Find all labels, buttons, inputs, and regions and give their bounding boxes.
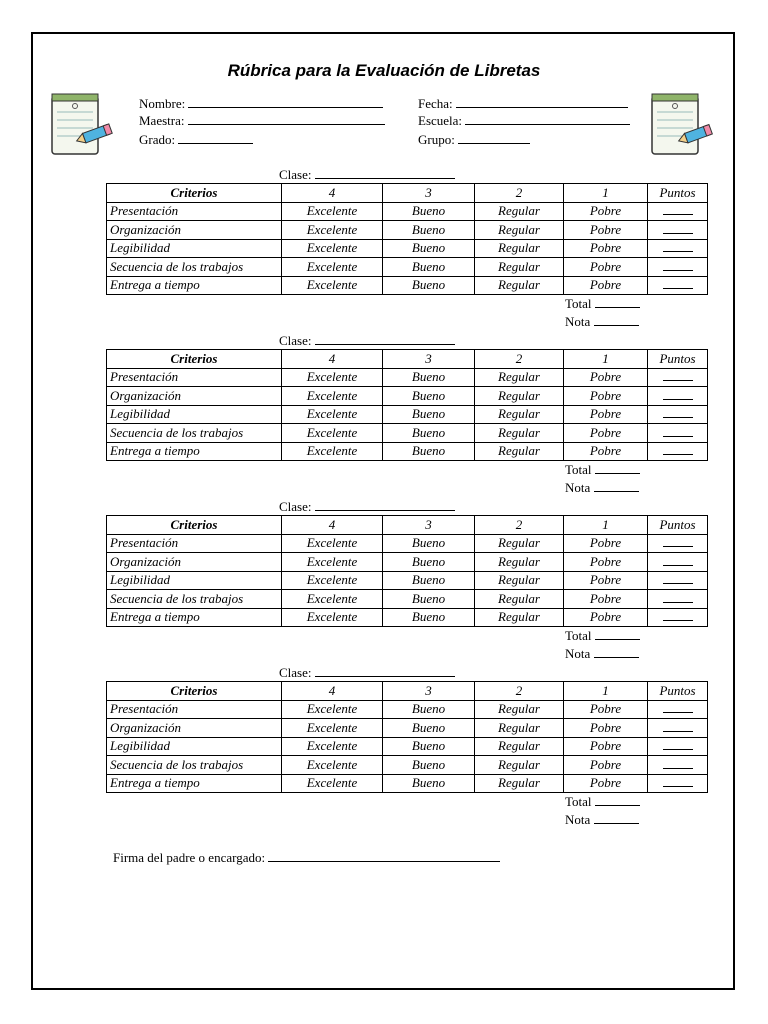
level-cell: Bueno	[383, 700, 475, 719]
level-cell: Regular	[475, 534, 564, 553]
total-field	[565, 627, 640, 645]
level-cell: Pobre	[564, 774, 648, 793]
column-header: 2	[475, 350, 564, 369]
level-cell: Regular	[475, 405, 564, 424]
level-cell: Excelente	[282, 202, 383, 221]
level-cell: Excelente	[282, 368, 383, 387]
clase-label: Clase:	[279, 499, 312, 514]
level-cell: Excelente	[282, 424, 383, 443]
criterion-cell: Legibilidad	[107, 737, 282, 756]
level-cell: Pobre	[564, 258, 648, 277]
column-header: 2	[475, 184, 564, 203]
level-cell: Bueno	[383, 368, 475, 387]
puntos-blank	[648, 387, 708, 406]
level-cell: Regular	[475, 424, 564, 443]
level-cell: Pobre	[564, 553, 648, 572]
level-cell: Excelente	[282, 553, 383, 572]
column-header: Puntos	[648, 682, 708, 701]
column-header: 4	[282, 682, 383, 701]
table-row	[107, 737, 708, 756]
level-cell: Excelente	[282, 442, 383, 461]
criterion-cell: Secuencia de los trabajos	[107, 258, 282, 277]
level-cell: Pobre	[564, 590, 648, 609]
level-cell: Pobre	[564, 700, 648, 719]
level-cell: Regular	[475, 719, 564, 738]
table-row	[107, 700, 708, 719]
nota-label: Nota	[565, 480, 591, 495]
table-row	[107, 571, 708, 590]
puntos-blank	[648, 442, 708, 461]
grupo-field: Grupo:	[418, 131, 530, 148]
level-cell: Bueno	[383, 387, 475, 406]
level-cell: Regular	[475, 276, 564, 295]
table-header-row	[107, 350, 708, 369]
table-row	[107, 719, 708, 738]
level-cell: Excelente	[282, 221, 383, 240]
puntos-blank	[648, 719, 708, 738]
table-row	[107, 608, 708, 627]
level-cell: Pobre	[564, 387, 648, 406]
nota-label: Nota	[565, 646, 591, 661]
level-cell: Regular	[475, 571, 564, 590]
column-header: 1	[564, 682, 648, 701]
fecha-field: Fecha:	[418, 95, 628, 112]
level-cell: Pobre	[564, 405, 648, 424]
criterion-cell: Organización	[107, 719, 282, 738]
table-header-row	[107, 184, 708, 203]
table-row	[107, 258, 708, 277]
grado-field: Grado:	[139, 131, 253, 148]
clase-field	[279, 498, 455, 515]
puntos-blank	[648, 553, 708, 572]
column-header: 1	[564, 184, 648, 203]
level-cell: Bueno	[383, 719, 475, 738]
level-cell: Excelente	[282, 700, 383, 719]
puntos-blank	[648, 756, 708, 775]
criterion-cell: Entrega a tiempo	[107, 608, 282, 627]
column-header: 3	[383, 682, 475, 701]
level-cell: Excelente	[282, 387, 383, 406]
total-label: Total	[565, 628, 592, 643]
clase-label: Clase:	[279, 167, 312, 182]
level-cell: Bueno	[383, 534, 475, 553]
puntos-blank	[648, 258, 708, 277]
puntos-blank	[648, 221, 708, 240]
level-cell: Excelente	[282, 239, 383, 258]
level-cell: Bueno	[383, 590, 475, 609]
level-cell: Bueno	[383, 442, 475, 461]
puntos-blank	[648, 774, 708, 793]
table-row	[107, 202, 708, 221]
level-cell: Pobre	[564, 534, 648, 553]
level-cell: Regular	[475, 608, 564, 627]
clase-field	[279, 664, 455, 681]
puntos-blank	[648, 571, 708, 590]
level-cell: Excelente	[282, 258, 383, 277]
level-cell: Bueno	[383, 756, 475, 775]
total-nota-block	[565, 461, 640, 497]
puntos-blank	[648, 424, 708, 443]
criterion-cell: Presentación	[107, 202, 282, 221]
rubric-table	[106, 515, 708, 627]
puntos-blank	[648, 405, 708, 424]
table-row	[107, 756, 708, 775]
column-header: Puntos	[648, 184, 708, 203]
level-cell: Excelente	[282, 737, 383, 756]
level-cell: Regular	[475, 590, 564, 609]
total-nota-block	[565, 295, 640, 331]
total-nota-block	[565, 793, 640, 829]
nota-field	[565, 811, 640, 829]
criterion-cell: Presentación	[107, 700, 282, 719]
level-cell: Pobre	[564, 719, 648, 738]
column-header: Puntos	[648, 350, 708, 369]
clase-field	[279, 332, 455, 349]
escuela-field: Escuela:	[418, 112, 630, 129]
level-cell: Regular	[475, 202, 564, 221]
level-cell: Excelente	[282, 756, 383, 775]
total-label: Total	[565, 794, 592, 809]
column-header: 4	[282, 516, 383, 535]
table-row	[107, 368, 708, 387]
puntos-blank	[648, 239, 708, 258]
total-label: Total	[565, 462, 592, 477]
level-cell: Pobre	[564, 442, 648, 461]
puntos-blank	[648, 368, 708, 387]
clase-label: Clase:	[279, 665, 312, 680]
criterion-cell: Presentación	[107, 534, 282, 553]
clase-field	[279, 166, 455, 183]
table-header-row	[107, 516, 708, 535]
table-row	[107, 590, 708, 609]
criterion-cell: Presentación	[107, 368, 282, 387]
column-header: 1	[564, 516, 648, 535]
level-cell: Regular	[475, 258, 564, 277]
rubric-table	[106, 681, 708, 793]
level-cell: Excelente	[282, 719, 383, 738]
level-cell: Regular	[475, 368, 564, 387]
column-header: Puntos	[648, 516, 708, 535]
level-cell: Pobre	[564, 202, 648, 221]
column-header: 4	[282, 184, 383, 203]
level-cell: Bueno	[383, 258, 475, 277]
column-header: Criterios	[107, 184, 282, 203]
criterion-cell: Entrega a tiempo	[107, 774, 282, 793]
level-cell: Regular	[475, 737, 564, 756]
column-header: 3	[383, 516, 475, 535]
nota-field	[565, 313, 640, 331]
table-row	[107, 534, 708, 553]
level-cell: Regular	[475, 756, 564, 775]
column-header: Criterios	[107, 350, 282, 369]
table-row	[107, 221, 708, 240]
notepad-pencil-icon	[650, 90, 720, 160]
level-cell: Regular	[475, 700, 564, 719]
column-header: 2	[475, 516, 564, 535]
level-cell: Pobre	[564, 608, 648, 627]
level-cell: Excelente	[282, 608, 383, 627]
level-cell: Pobre	[564, 239, 648, 258]
level-cell: Bueno	[383, 239, 475, 258]
criterion-cell: Legibilidad	[107, 239, 282, 258]
level-cell: Excelente	[282, 590, 383, 609]
rubric-table	[106, 349, 708, 461]
level-cell: Bueno	[383, 553, 475, 572]
column-header: 3	[383, 350, 475, 369]
rubric-table	[106, 183, 708, 295]
criterion-cell: Organización	[107, 221, 282, 240]
puntos-blank	[648, 590, 708, 609]
level-cell: Pobre	[564, 737, 648, 756]
column-header: Criterios	[107, 516, 282, 535]
level-cell: Regular	[475, 387, 564, 406]
table-header-row	[107, 682, 708, 701]
nota-field	[565, 479, 640, 497]
table-row	[107, 553, 708, 572]
puntos-blank	[648, 202, 708, 221]
table-row	[107, 774, 708, 793]
table-row	[107, 276, 708, 295]
total-label: Total	[565, 296, 592, 311]
level-cell: Excelente	[282, 405, 383, 424]
level-cell: Pobre	[564, 756, 648, 775]
criterion-cell: Legibilidad	[107, 405, 282, 424]
level-cell: Bueno	[383, 202, 475, 221]
table-row	[107, 424, 708, 443]
puntos-blank	[648, 276, 708, 295]
criterion-cell: Entrega a tiempo	[107, 442, 282, 461]
puntos-blank	[648, 608, 708, 627]
column-header: 3	[383, 184, 475, 203]
page-title: Rúbrica para la Evaluación de Libretas	[227, 61, 541, 80]
level-cell: Bueno	[383, 774, 475, 793]
level-cell: Excelente	[282, 571, 383, 590]
nota-field	[565, 645, 640, 663]
puntos-blank	[648, 534, 708, 553]
nota-label: Nota	[565, 812, 591, 827]
level-cell: Regular	[475, 442, 564, 461]
table-row	[107, 239, 708, 258]
column-header: Criterios	[107, 682, 282, 701]
level-cell: Pobre	[564, 368, 648, 387]
table-row	[107, 405, 708, 424]
total-nota-block	[565, 627, 640, 663]
firma-field: Firma del padre o encargado:	[113, 849, 500, 866]
level-cell: Regular	[475, 239, 564, 258]
level-cell: Pobre	[564, 221, 648, 240]
column-header: 1	[564, 350, 648, 369]
table-row	[107, 387, 708, 406]
criterion-cell: Legibilidad	[107, 571, 282, 590]
column-header: 2	[475, 682, 564, 701]
puntos-blank	[648, 737, 708, 756]
criterion-cell: Organización	[107, 387, 282, 406]
level-cell: Regular	[475, 221, 564, 240]
level-cell: Bueno	[383, 221, 475, 240]
total-field	[565, 793, 640, 811]
criterion-cell: Entrega a tiempo	[107, 276, 282, 295]
level-cell: Pobre	[564, 571, 648, 590]
column-header: 4	[282, 350, 383, 369]
criterion-cell: Organización	[107, 553, 282, 572]
total-field	[565, 295, 640, 313]
nota-label: Nota	[565, 314, 591, 329]
notepad-pencil-icon	[48, 90, 118, 160]
level-cell: Regular	[475, 553, 564, 572]
level-cell: Bueno	[383, 276, 475, 295]
level-cell: Bueno	[383, 608, 475, 627]
maestra-field: Maestra:	[139, 112, 385, 129]
level-cell: Excelente	[282, 774, 383, 793]
criterion-cell: Secuencia de los trabajos	[107, 424, 282, 443]
criterion-cell: Secuencia de los trabajos	[107, 590, 282, 609]
total-field	[565, 461, 640, 479]
level-cell: Bueno	[383, 737, 475, 756]
puntos-blank	[648, 700, 708, 719]
criterion-cell: Secuencia de los trabajos	[107, 756, 282, 775]
level-cell: Pobre	[564, 424, 648, 443]
level-cell: Bueno	[383, 571, 475, 590]
level-cell: Bueno	[383, 405, 475, 424]
table-row	[107, 442, 708, 461]
nombre-field: Nombre:	[139, 95, 383, 112]
clase-label: Clase:	[279, 333, 312, 348]
level-cell: Regular	[475, 774, 564, 793]
level-cell: Excelente	[282, 534, 383, 553]
level-cell: Pobre	[564, 276, 648, 295]
level-cell: Bueno	[383, 424, 475, 443]
level-cell: Excelente	[282, 276, 383, 295]
